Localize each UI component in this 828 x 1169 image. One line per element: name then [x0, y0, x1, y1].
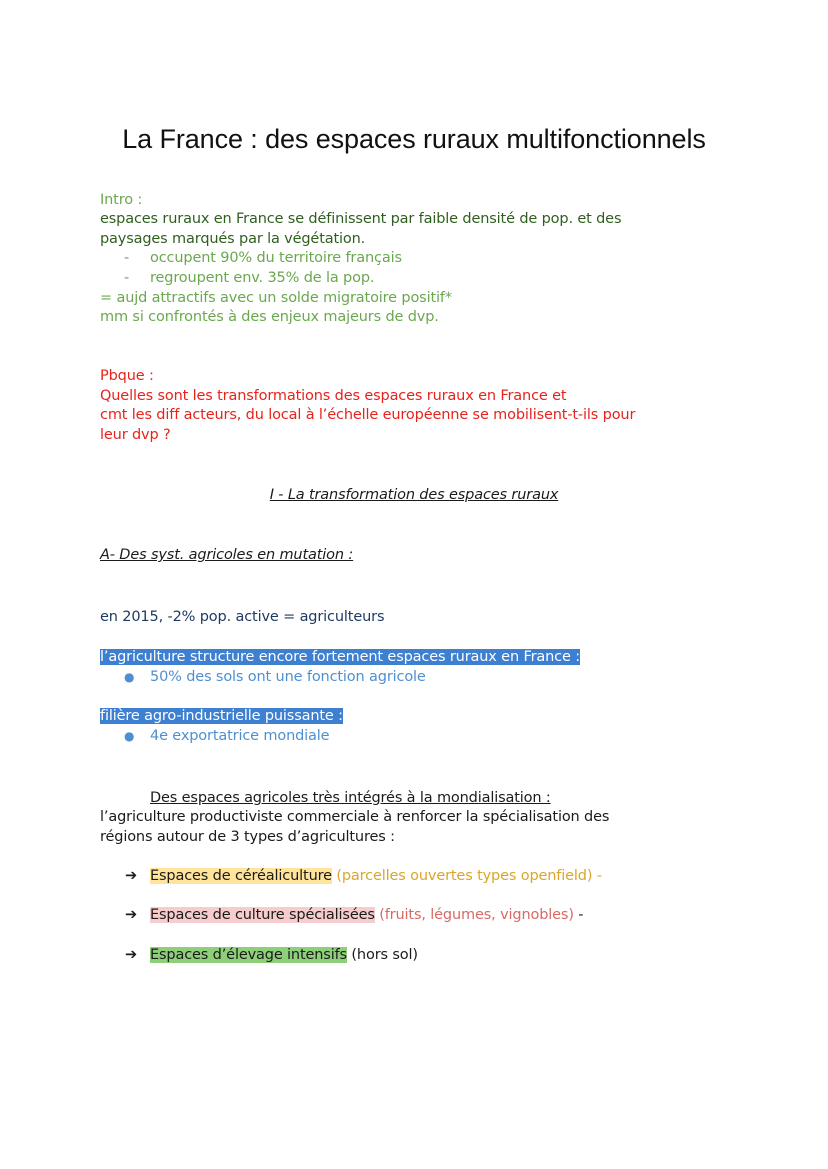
pbque-label: Pbque :	[100, 368, 154, 384]
bullet-item-2-text: 4e exportatrice mondiale	[150, 728, 330, 744]
type-item-cereals	[100, 866, 602, 886]
highlight-line-2	[100, 706, 343, 726]
type-label: Espaces de culture spécialisées	[150, 907, 375, 923]
intro-line-3: = aujd attractifs avec un solde migratoire positif*	[100, 290, 452, 306]
arrow-right-icon: ➔	[125, 947, 137, 963]
highlight-text-2: filière agro-industrielle puissante :	[100, 708, 343, 724]
type-detail: (parcelles ouvertes types openfield) -	[331, 868, 602, 884]
type-after: -	[573, 907, 584, 923]
intro-line-2: paysages marqués par la végétation.	[100, 231, 366, 247]
mondial-line-2: régions autour de 3 types d’agricultures :	[100, 829, 395, 845]
intro-line-4: mm si confrontés à des enjeux majeurs de dvp.	[100, 309, 439, 325]
bullet-item-1	[100, 667, 426, 687]
mondial-heading-text: Des espaces agricoles très intégrés à la mondialisation :	[150, 790, 551, 806]
highlight-text-1: l’agriculture structure encore fortement espaces ruraux en France :	[100, 649, 580, 665]
dash-marker: -	[124, 250, 130, 266]
bullet-dot-icon: ●	[124, 670, 135, 684]
highlight-line-1	[100, 647, 580, 667]
pbque-line-1: Quelles sont les transformations des espaces ruraux en France et	[100, 388, 567, 404]
bullet-dot-icon: ●	[124, 729, 135, 743]
page-title: La France : des espaces ruraux multifonctionnels	[122, 124, 706, 154]
mondial-line-1: l’agriculture productiviste commerciale à renforcer la spécialisation des	[100, 809, 610, 825]
pbque-line-2: cmt les diff acteurs, du local à l’échelle européenne se mobilisent-t-ils pour	[100, 407, 636, 423]
intro-label: Intro :	[100, 192, 143, 208]
intro-line-1: espaces ruraux en France se définissent par faible densité de pop. et des	[100, 211, 622, 227]
bullet-item-2	[100, 726, 329, 746]
bullet-item-1-text: 50% des sols ont une fonction agricole	[150, 669, 426, 685]
dash-marker: -	[124, 270, 130, 286]
arrow-right-icon: ➔	[125, 868, 137, 884]
arrow-right-icon: ➔	[125, 907, 137, 923]
pbque-line-3: leur dvp ?	[100, 427, 171, 443]
stat-line: en 2015, -2% pop. active = agriculteurs	[100, 609, 385, 625]
intro-bullet-1-text: occupent 90% du territoire français	[150, 250, 402, 266]
type-detail: (fruits, légumes, vignobles)	[374, 907, 574, 923]
intro-bullet-1	[100, 248, 402, 268]
section-heading: I - La transformation des espaces ruraux	[269, 487, 559, 503]
type-item-livestock	[100, 945, 418, 965]
mondial-heading	[100, 788, 551, 808]
type-label: Espaces d’élevage intensifs	[150, 947, 347, 963]
intro-bullet-2	[100, 268, 374, 288]
type-label: Espaces de céréaliculture	[150, 868, 332, 884]
intro-bullet-2-text: regroupent env. 35% de la pop.	[150, 270, 375, 286]
subsection-heading: A- Des syst. agricoles en mutation :	[100, 547, 354, 563]
type-detail: (hors sol)	[346, 947, 418, 963]
type-item-specialized	[100, 905, 583, 925]
